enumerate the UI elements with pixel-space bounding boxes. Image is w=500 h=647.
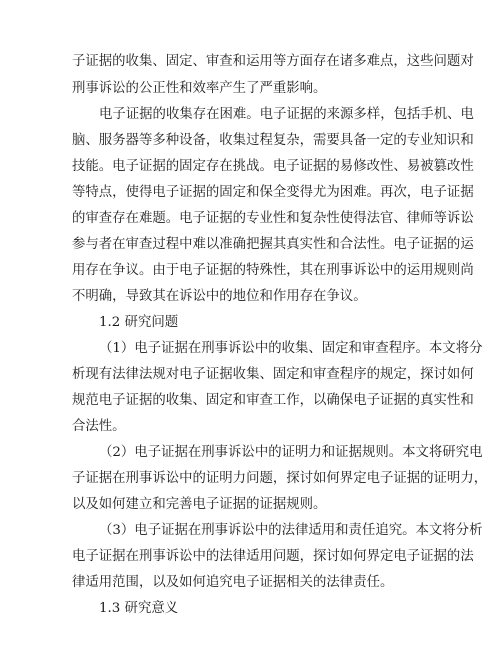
section-heading: 1.3 研究意义	[99, 601, 179, 616]
text-line: 刑事诉讼的公正性和效率产生了严重影响。	[72, 81, 327, 96]
text-line: 规范电子证据的收集、固定和审查工作，以确保电子证据的真实性和	[72, 393, 474, 408]
text-line: 的审查存在难题。电子证据的专业性和复杂性使得法官、律师等诉讼	[72, 211, 474, 226]
text-line: 子证据在刑事诉讼中的证明力问题，探讨如何界定电子证据的证明力，	[72, 471, 488, 486]
text-line: 参与者在审查过程中难以准确把握其真实性和合法性。电子证据的运	[72, 237, 474, 252]
text-line: 不明确，导致其在诉讼中的地位和作用存在争议。	[72, 289, 367, 304]
text-line: 以及如何建立和完善电子证据的证据规则。	[72, 497, 327, 512]
text-line: 用存在争议。由于电子证据的特殊性，其在刑事诉讼中的运用规则尚	[72, 263, 474, 278]
section-heading: 1.2 研究问题	[99, 315, 179, 330]
text-line: 析现有法律法规对电子证据收集、固定和审查程序的规定，探讨如何	[72, 367, 474, 382]
text-line: 电子证据的收集存在困难。电子证据的来源多样，包括手机、电	[99, 107, 474, 122]
text-line: 技能。电子证据的固定存在挑战。电子证据的易修改性、易被篡改性	[72, 159, 474, 174]
text-line: 合法性。	[72, 419, 126, 434]
text-line: （2）电子证据在刑事诉讼中的证明力和证据规则。本文将研究电	[99, 445, 483, 460]
text-line: 律适用范围，以及如何追究电子证据相关的法律责任。	[72, 575, 394, 590]
text-line: 电子证据在刑事诉讼中的法律适用问题，探讨如何界定电子证据的法	[72, 549, 474, 564]
text-line: （3）电子证据在刑事诉讼中的法律适用和责任追究。本文将分析	[99, 523, 483, 538]
text-line: 等特点，使得电子证据的固定和保全变得尤为困难。再次，电子证据	[72, 185, 474, 200]
text-line: 脑、服务器等多种设备，收集过程复杂，需要具备一定的专业知识和	[72, 133, 474, 148]
text-line: （1）电子证据在刑事诉讼中的收集、固定和审查程序。本文将分	[99, 341, 483, 356]
text-line: 子证据的收集、固定、审查和运用等方面存在诸多难点，这些问题对	[72, 54, 474, 69]
